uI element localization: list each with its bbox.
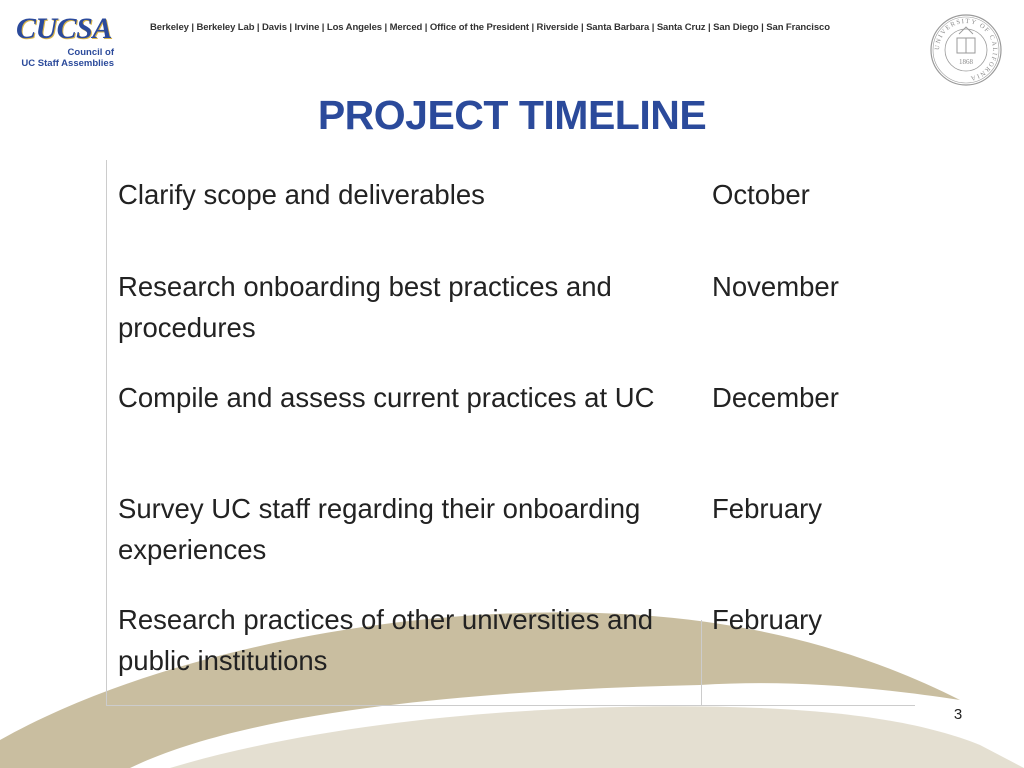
timeline-month: December [712, 382, 839, 413]
timeline-month: February [712, 604, 823, 635]
timeline-month: February [712, 493, 823, 524]
timeline-month: October [712, 179, 810, 210]
timeline-task: Research onboarding best practices and procedures [118, 271, 612, 343]
timeline-task: Clarify scope and deliverables [118, 179, 485, 210]
seal-year: 1868 [959, 58, 973, 66]
cucsa-logo [16, 14, 120, 74]
logo-subtitle-line2: UC Staff Assemblies [21, 58, 114, 69]
timeline-task: Survey UC staff regarding their onboarding experiences [118, 493, 641, 565]
seal-text: UNIVERSITY OF CALIFORNIA [933, 17, 999, 82]
timeline-month: November [712, 271, 839, 302]
timeline-task: Research practices of other universities and public institutions [118, 604, 653, 676]
column-divider [701, 620, 702, 705]
logo-subtitle-line1: Council of [67, 47, 114, 58]
logo-mark: CUCSA [16, 12, 112, 45]
slide-title: PROJECT TIMELINE [317, 92, 707, 138]
timeline-task: Compile and assess current practices at UC [118, 382, 655, 413]
campus-list: Berkeley | Berkeley Lab | Davis | Irvine | Los Angeles | Merced | Office of the President | Riverside | Santa Barbara | Santa Cruz | San Diego | San Francisco [150, 22, 830, 33]
page-number: 3 [953, 706, 963, 723]
uc-seal-icon [930, 14, 1002, 86]
timeline-table [106, 160, 915, 706]
